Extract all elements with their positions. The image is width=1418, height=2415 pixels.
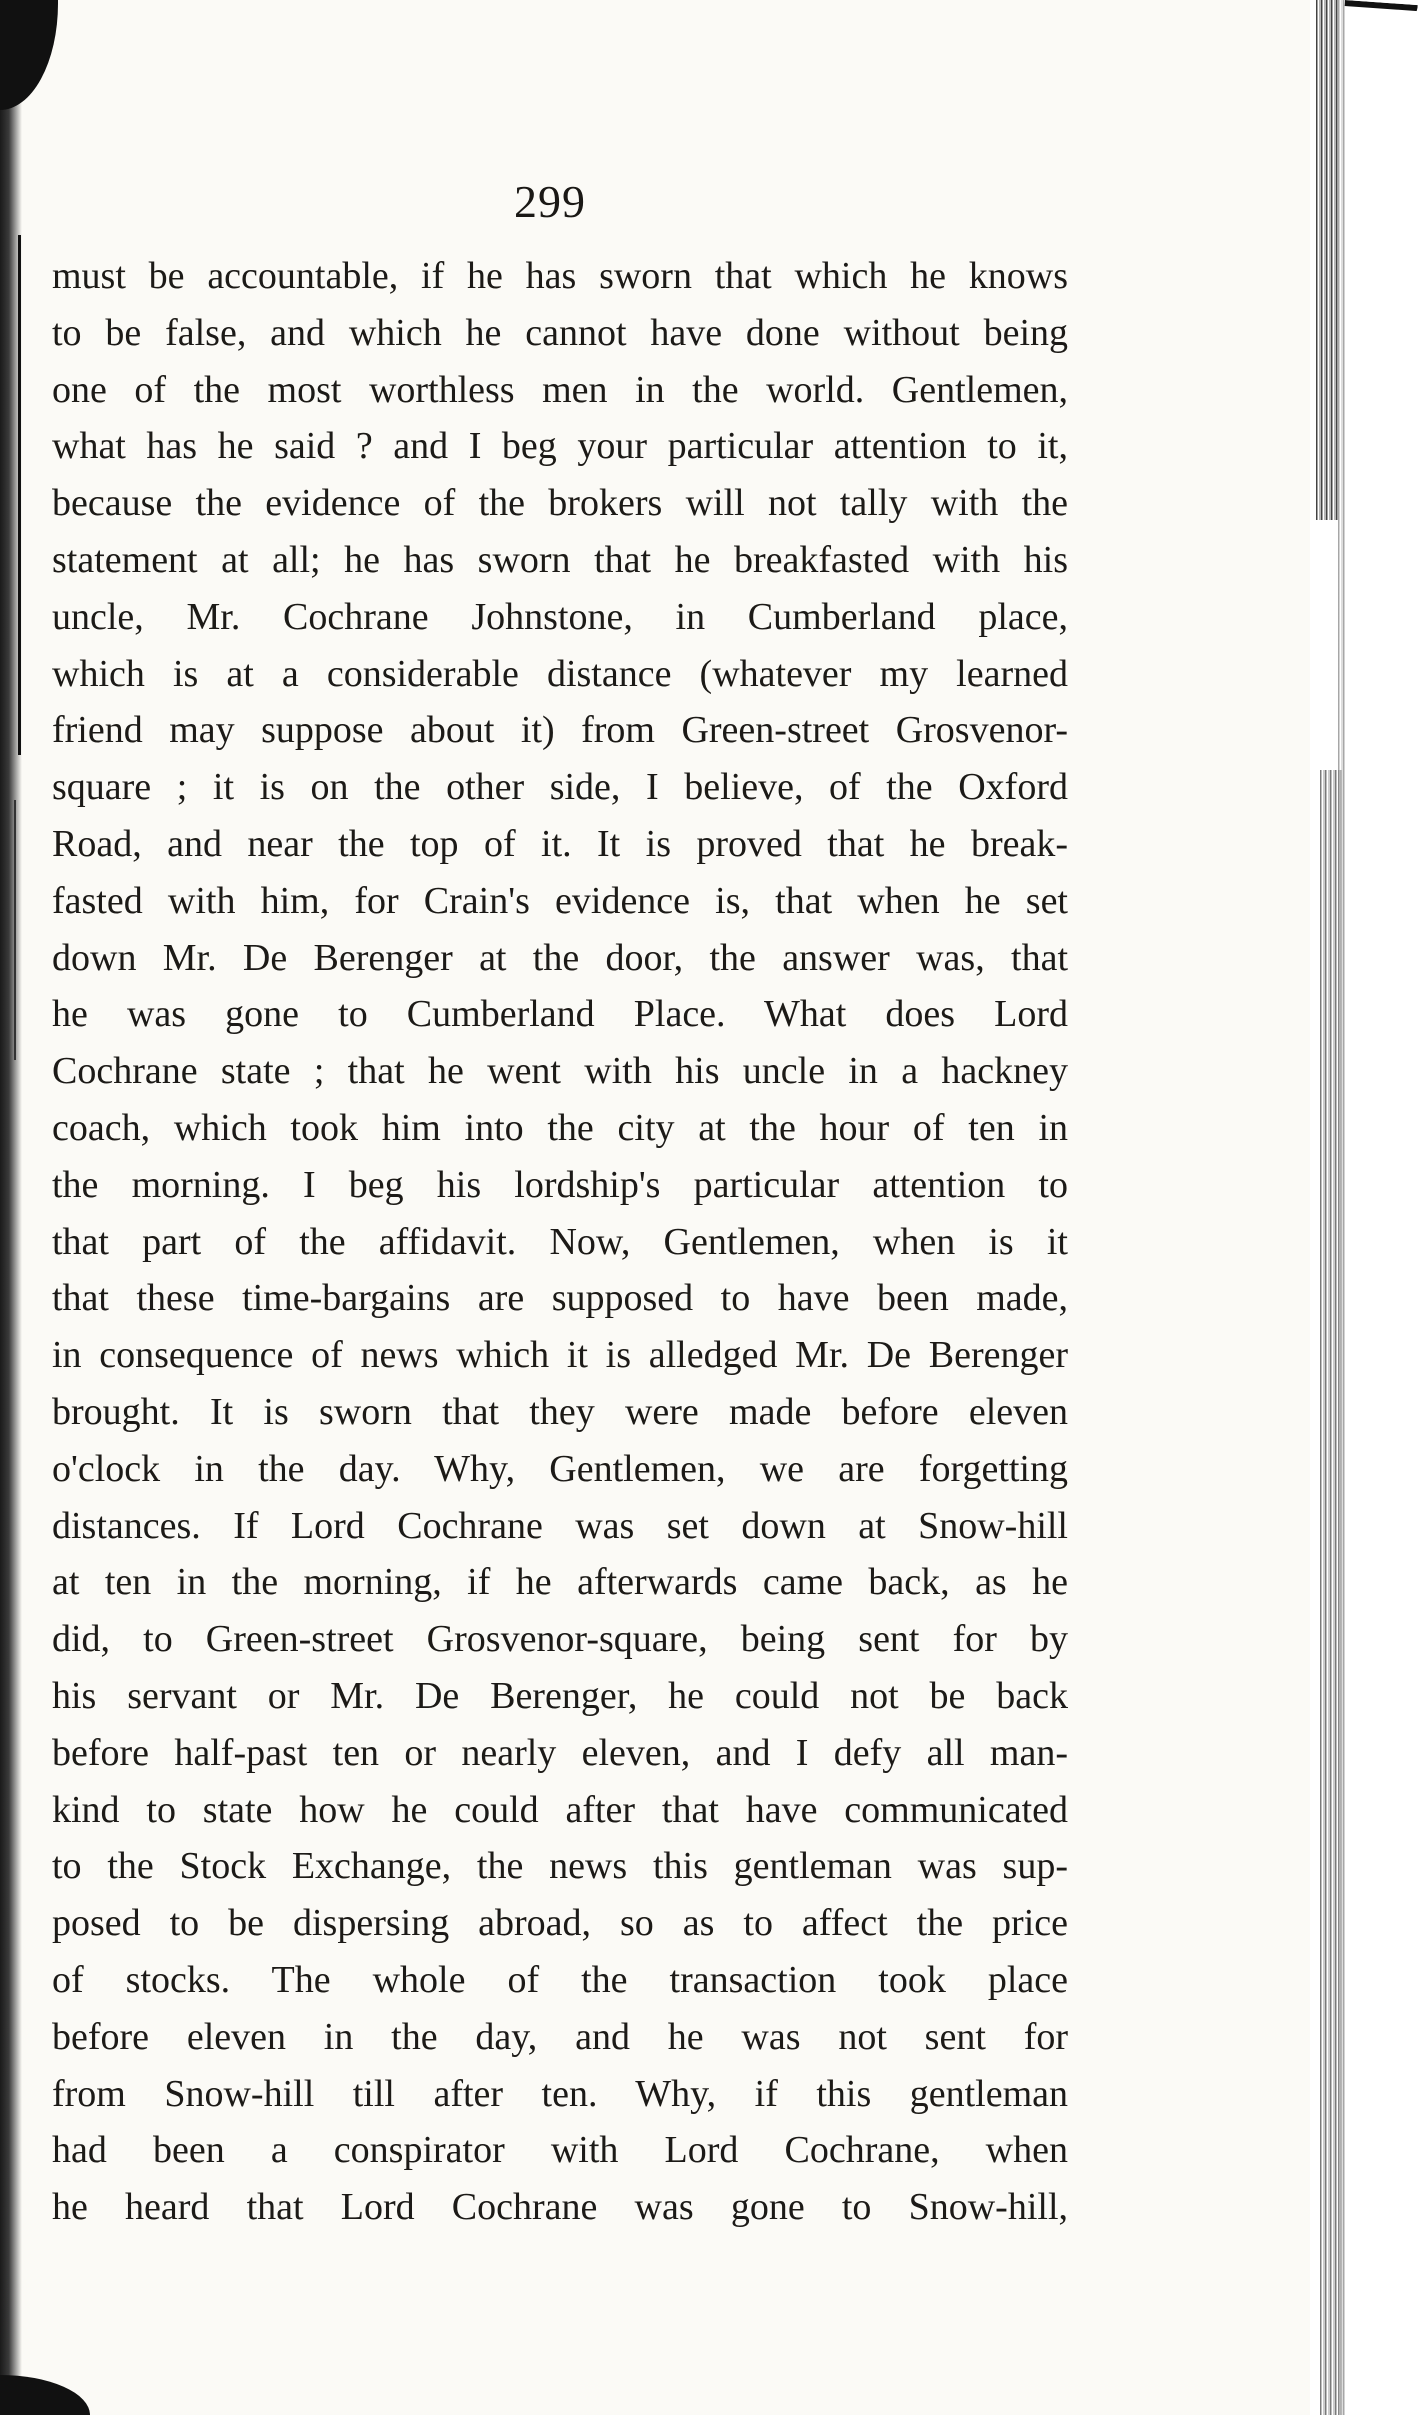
body-text	[52, 248, 1068, 2236]
text-line: which is at a considerable distance (whatever my learned	[52, 652, 1068, 695]
text-line: did, to Green-street Grosvenor-square, being sent for by	[52, 1618, 1068, 1661]
binding-rule-lower	[14, 800, 16, 1060]
text-line: friend may suppose about it) from Green-street Grosvenor-	[52, 709, 1068, 752]
text-line: in consequence of news which it is alledged Mr. De Berenger	[52, 1334, 1068, 1377]
text-line: o'clock in the day. Why, Gentlemen, we are forgetting	[52, 1447, 1068, 1490]
text-line: the morning. I beg his lordship's particular attention to	[52, 1163, 1068, 1206]
scan-corner-top	[0, 0, 58, 110]
text-line: before eleven in the day, and he was not sent for	[52, 2015, 1068, 2058]
text-line: that these time-bargains are supposed to have been made,	[52, 1277, 1068, 1320]
text-line: that part of the affidavit. Now, Gentlemen, when is it	[52, 1220, 1068, 1263]
text-line: because the evidence of the brokers will not tally with the	[52, 482, 1068, 525]
text-line: one of the most worthless men in the world. Gentlemen,	[52, 368, 1068, 411]
text-line: Road, and near the top of it. It is proved that he break-	[52, 822, 1068, 865]
text-line: kind to state how he could after that have communicated	[52, 1788, 1068, 1831]
text-line: statement at all; he has sworn that he breakfasted with his	[52, 538, 1068, 581]
text-line: fasted with him, for Crain's evidence is, that when he set	[52, 879, 1068, 922]
text-line: to be false, and which he cannot have done without being	[52, 311, 1068, 354]
text-line: from Snow-hill till after ten. Why, if this gentleman	[52, 2072, 1068, 2115]
text-line: to the Stock Exchange, the news this gentleman was sup-	[52, 1845, 1068, 1888]
text-line: coach, which took him into the city at the hour of ten in	[52, 1106, 1068, 1149]
text-line: brought. It is sworn that they were made before eleven	[52, 1390, 1068, 1433]
text-line: of stocks. The whole of the transaction took place	[52, 1958, 1068, 2001]
text-line: uncle, Mr. Cochrane Johnstone, in Cumberland place,	[52, 595, 1068, 638]
page-number: 299	[514, 176, 586, 227]
text-line: distances. If Lord Cochrane was set down at Snow-hill	[52, 1504, 1068, 1547]
text-line: down Mr. De Berenger at the door, the answer was, that	[52, 936, 1068, 979]
text-line: must be accountable, if he has sworn that which he knows	[52, 255, 1068, 297]
text-line: had been a conspirator with Lord Cochrane, when	[52, 2129, 1068, 2172]
text-line: at ten in the morning, if he afterwards came back, as he	[52, 1561, 1068, 1604]
next-page-edge-thin	[1338, 0, 1346, 2415]
text-line: he was gone to Cumberland Place. What does Lord	[52, 993, 1068, 1036]
text-line: square ; it is on the other side, I believe, of the Oxford	[52, 766, 1068, 809]
text-line: what has he said ? and I beg your particular attention to it,	[52, 425, 1068, 468]
next-page-edge-upper	[1316, 0, 1338, 520]
text-line: before half-past ten or nearly eleven, and I defy all man-	[52, 1731, 1068, 1774]
binding-rule	[18, 235, 21, 755]
scan-corner-bottom	[0, 2375, 90, 2415]
text-line: he heard that Lord Cochrane was gone to Snow-hill,	[52, 2186, 1068, 2229]
text-line: his servant or Mr. De Berenger, he could not be back	[52, 1674, 1068, 1717]
text-line: posed to be dispersing abroad, so as to affect the price	[52, 1902, 1068, 1945]
text-line: Cochrane state ; that he went with his uncle in a hackney	[52, 1050, 1068, 1093]
